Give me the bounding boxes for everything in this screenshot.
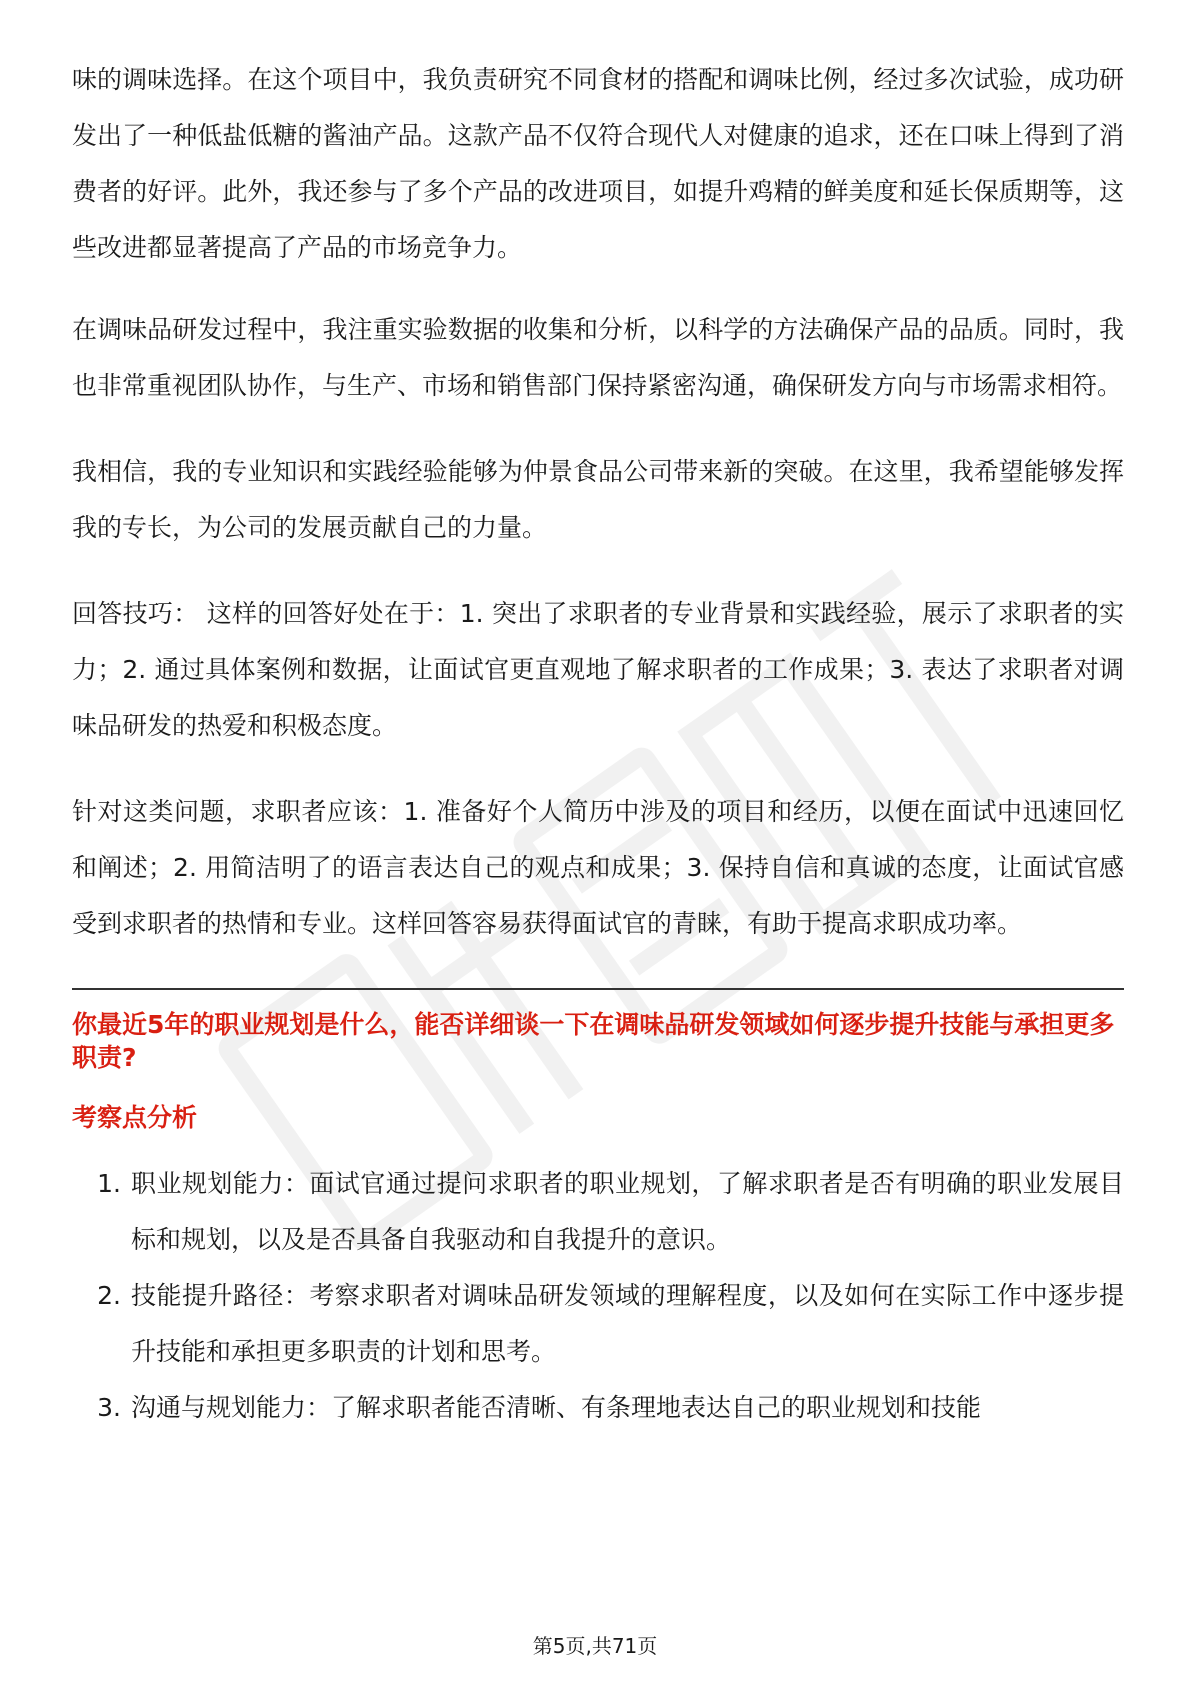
list-item-text: 职业规划能力：面试官通过提问求职者的职业规划，了解求职者是否有明确的职业发展目标和规划，以及是否具备自我驱动和自我提升的意识。	[131, 1169, 1124, 1254]
list-item-number: 2.	[97, 1281, 121, 1310]
section-divider	[72, 988, 1124, 990]
page-number: 第5页,共71页	[532, 1634, 658, 1658]
list-item	[72, 1380, 1124, 1436]
list-item-number: 1.	[97, 1169, 121, 1198]
list-item	[72, 1268, 1124, 1380]
list-item	[72, 1156, 1124, 1268]
body-paragraph-1: 味的调味选择。在这个项目中，我负责研究不同食材的搭配和调味比例，经过多次试验，成功研发出了一种低盐低糖的酱油产品。这款产品不仅符合现代人对健康的追求，还在口味上得到了消费者的好评。此外，我还参与了多个产品的改进项目，如提升鸡精的鲜美度和延长保质期等，这些改进都显著提高了产品的市场竞争力。	[72, 65, 1124, 262]
answer-tips-paragraph: 回答技巧： 这样的回答好处在于：1. 突出了求职者的专业背景和实践经验，展示了求职者的实力；2. 通过具体案例和数据，让面试官更直观地了解求职者的工作成果；3. 表达了求职者对调味品研发的热爱和积极态度。	[72, 599, 1124, 740]
body-paragraph-3: 我相信，我的专业知识和实践经验能够为仲景食品公司带来新的突破。在这里，我希望能够发挥我的专长，为公司的发展贡献自己的力量。	[72, 457, 1124, 542]
page-content	[72, 52, 1124, 1436]
analysis-list	[72, 1156, 1124, 1436]
list-item-number: 3.	[97, 1393, 121, 1422]
interview-question: 你最近5年的职业规划是什么，能否详细谈一下在调味品研发领域如何逐步提升技能与承担更多职责?	[72, 1010, 1115, 1072]
body-paragraph-2: 在调味品研发过程中，我注重实验数据的收集和分析，以科学的方法确保产品的品质。同时，我也非常重视团队协作，与生产、市场和销售部门保持紧密沟通，确保研发方向与市场需求相符。	[72, 315, 1124, 400]
list-item-text: 沟通与规划能力：了解求职者能否清晰、有条理地表达自己的职业规划和技能	[131, 1393, 982, 1422]
advice-paragraph: 针对这类问题，求职者应该：1. 准备好个人简历中涉及的项目和经历，以便在面试中迅速回忆和阐述；2. 用简洁明了的语言表达自己的观点和成果；3. 保持自信和真诚的态度，让面试官感受到求职者的热情和专业。这样回答容易获得面试官的青睐，有助于提高求职成功率。	[72, 797, 1124, 938]
section-title: 考察点分析	[72, 1103, 198, 1132]
list-item-text: 技能提升路径：考察求职者对调味品研发领域的理解程度，以及如何在实际工作中逐步提升技能和承担更多职责的计划和思考。	[131, 1281, 1124, 1366]
